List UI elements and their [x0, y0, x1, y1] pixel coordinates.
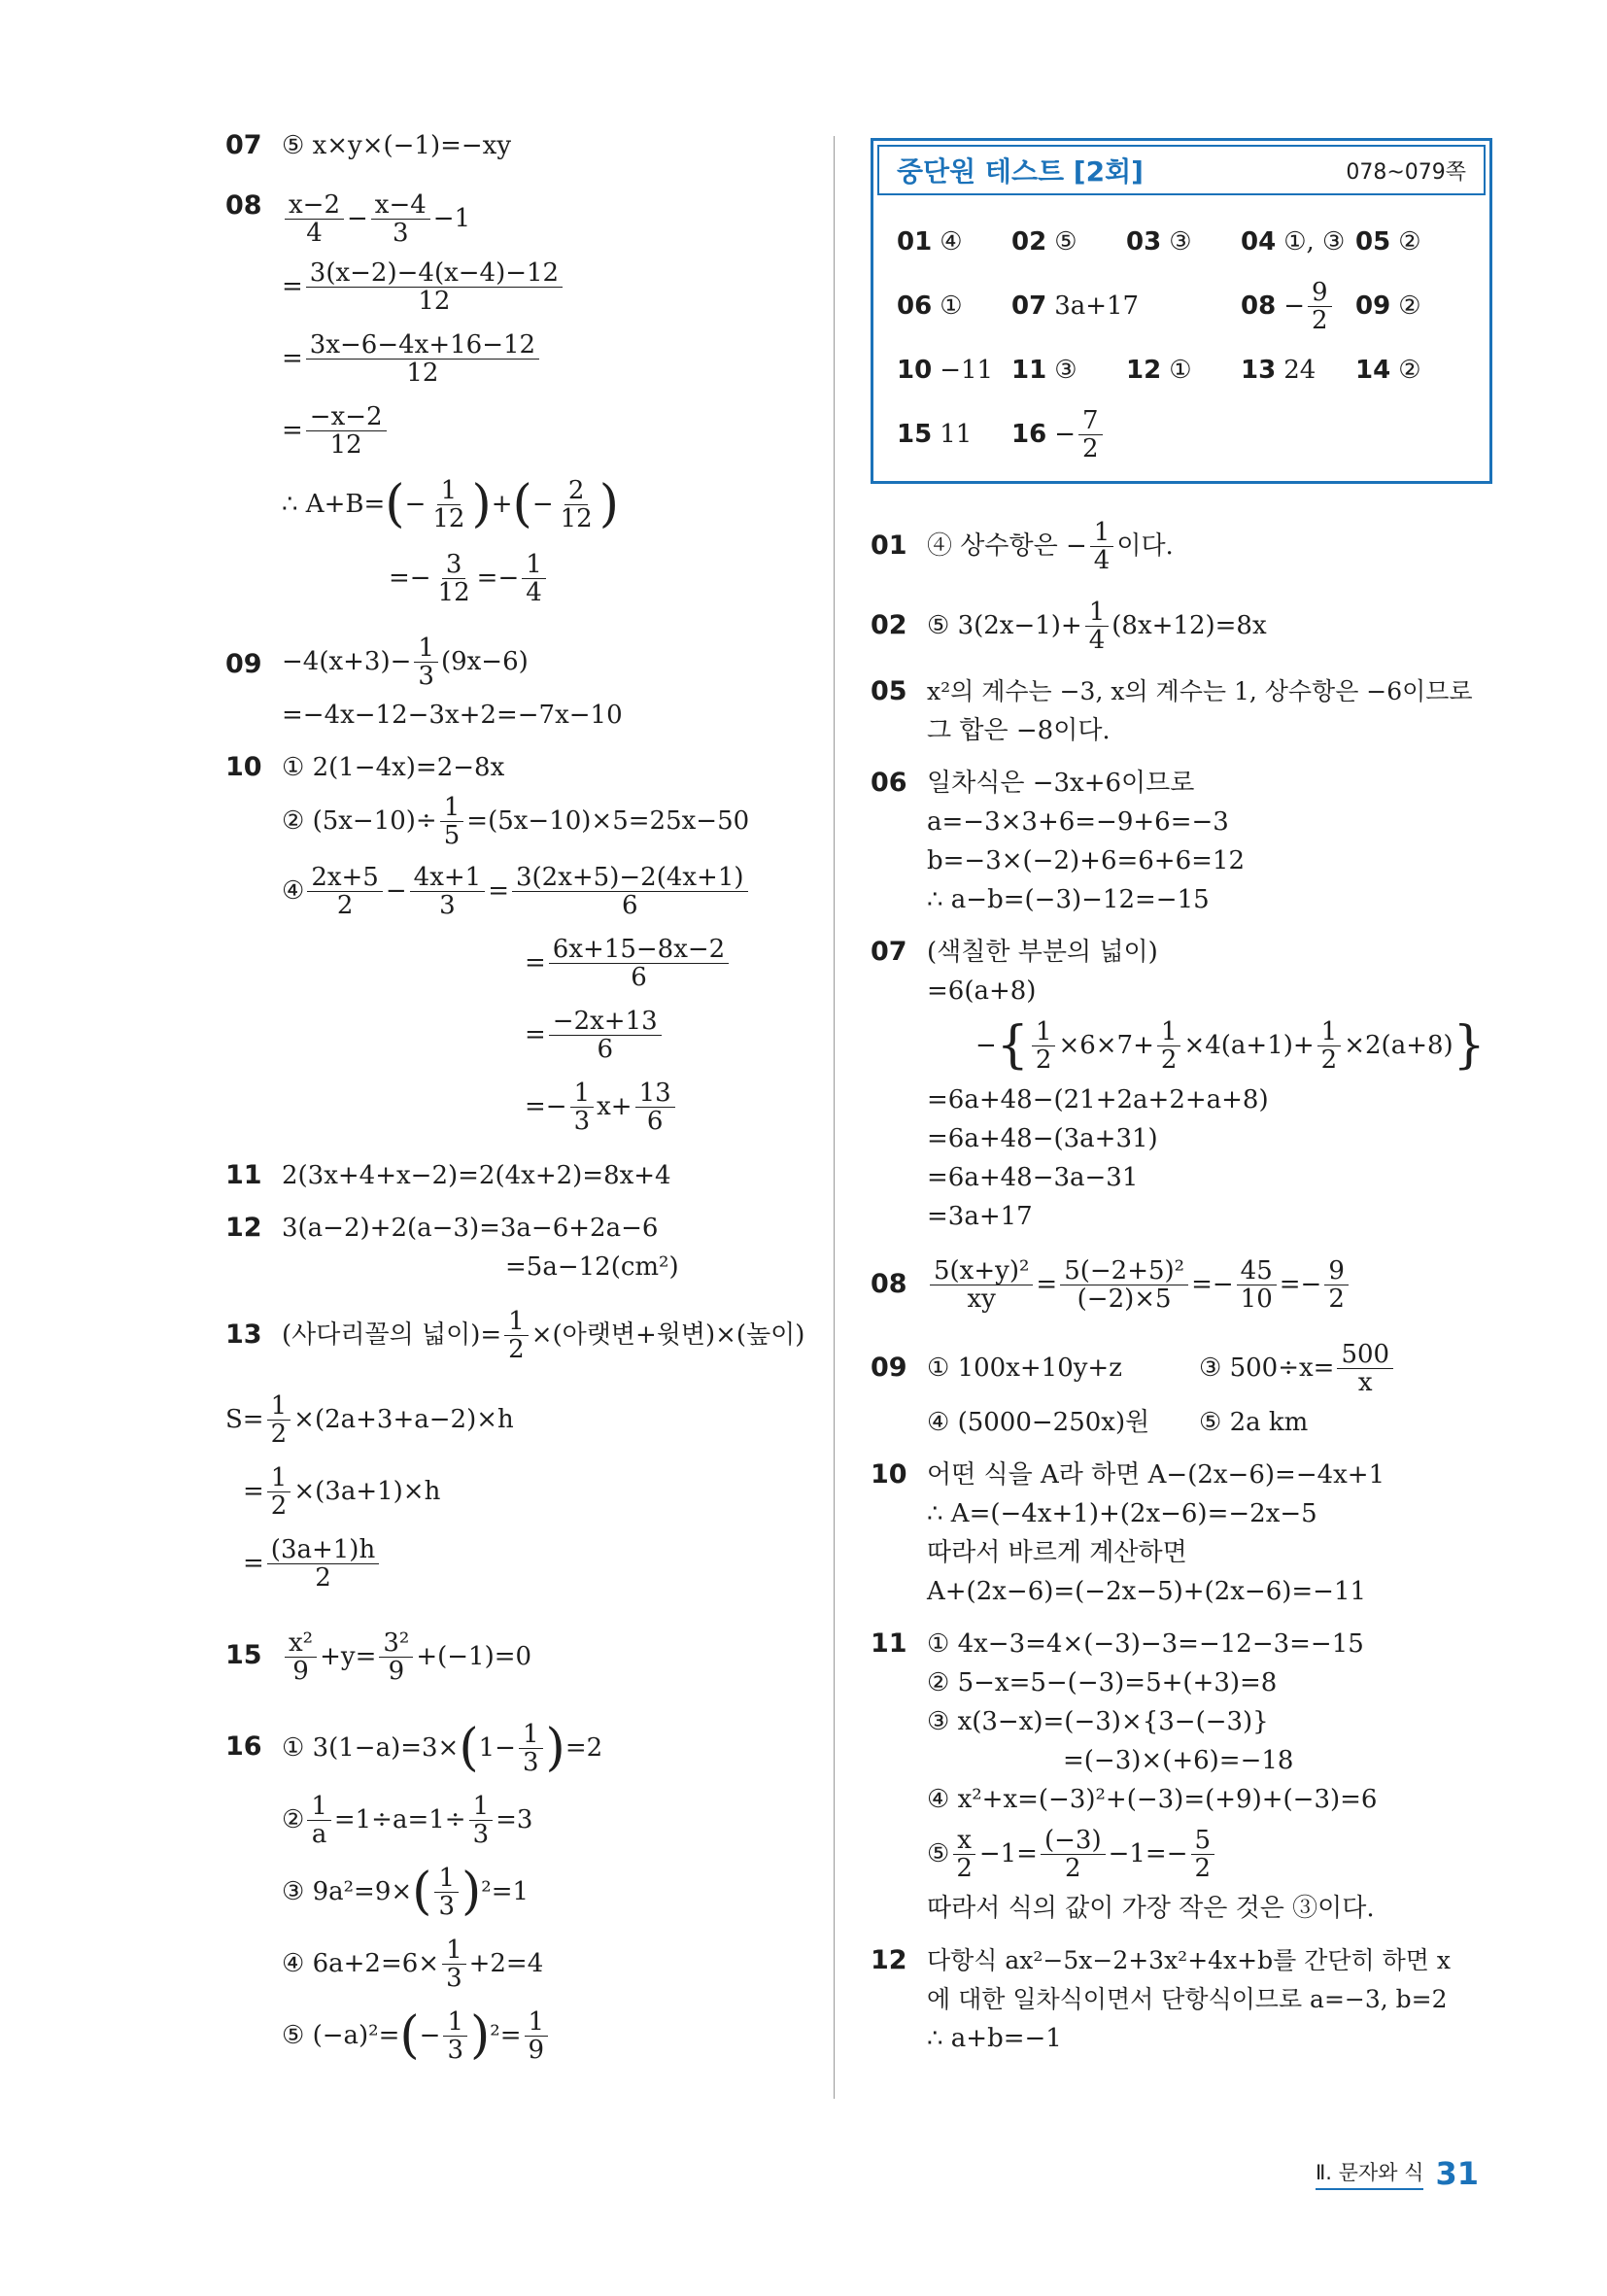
problem-number: 11	[225, 1160, 262, 1190]
problem-number: 11	[871, 1628, 907, 1659]
solution-line: ① 3(1−a)=3× ( 1− $\frac{1}{3}$ ) =2	[282, 1719, 603, 1777]
fraction: $\frac{1}{5}$	[440, 794, 464, 849]
problem-number: 07	[871, 937, 907, 967]
answer-item: 02 ⑤	[1011, 227, 1077, 257]
solution-line: ③ 9a²=9× ( $\frac{1}{3}$ ) ²=1	[282, 1863, 530, 1921]
fraction: $\frac{1}{2}$	[267, 1464, 291, 1520]
solution-r12	[871, 1941, 1492, 2058]
solution-line: ② (5x−10)÷ $\frac{1}{5}$ =(5x−10)×5=25x−50	[282, 792, 750, 850]
solution-line: ② 5−x=5−(−3)=5+(+3)=8	[927, 1668, 1278, 1697]
fraction: $\frac{\text{3²}}{9}$	[379, 1629, 413, 1685]
solution-line: 따라서 바르게 계산하면	[927, 1538, 1187, 1567]
solution-r01	[871, 513, 1492, 579]
solution-07	[225, 126, 808, 165]
test-header	[877, 145, 1486, 195]
fraction: $\frac{1}{3}$	[469, 1793, 494, 1848]
solution-line: =6a+48−3a−31	[927, 1163, 1139, 1192]
solution-r05	[871, 672, 1492, 750]
solution-line: =− $\frac{3}{12}$ =− $\frac{1}{4}$	[282, 542, 808, 614]
fraction: $\frac{(3a+1)h}{2}$	[267, 1536, 379, 1592]
answer-item: 14 ②	[1355, 356, 1421, 385]
problem-number: 08	[871, 1269, 907, 1299]
solution-line: ④ x²+x=(−3)²+(−3)=(+9)+(−3)=6	[927, 1785, 1378, 1814]
fraction: $\frac{3(x-2)-4(x-4)-12}{12}$	[306, 259, 563, 315]
solution-line: $\frac{\text{x²}}{9}$ +y= $\frac{\text{3²}}{9}$ +(−1)=0	[282, 1621, 808, 1693]
solution-line: ∴ A+B= ( − $\frac{1}{12}$ ) + ( − $\frac{2}{12}$ )	[282, 475, 620, 533]
page-footer	[1316, 2155, 1479, 2192]
solution-line: ⑤ 3(2x−1)+ $\frac{1}{4}$ (8x+12)=8x	[927, 597, 1267, 655]
solution-line: ∴ A=(−4x+1)+(2x−6)=−2x−5	[927, 1499, 1317, 1528]
solution-line: ⑤ x×y×(−1)=−xy	[282, 131, 512, 160]
answer-item: 03 ③	[1126, 227, 1192, 257]
solution-line: b=−3×(−2)+6=6+6=12	[927, 846, 1246, 875]
fraction: $\frac{1}{2}$	[267, 1392, 291, 1448]
answer-item: 12 ①	[1126, 356, 1192, 385]
problem-number: 10	[225, 752, 262, 782]
solution-line: x²의 계수는 −3, x의 계수는 1, 상수항은 −6이므로	[927, 677, 1473, 705]
problem-number: 09	[225, 649, 262, 679]
fraction: $\frac{1}{3}$	[442, 1936, 466, 1992]
fraction: $\frac{7}{2}$	[1078, 407, 1103, 463]
problem-number: 16	[225, 1731, 262, 1762]
answer-grid	[873, 199, 1489, 481]
fraction: $\frac{1}{4}$	[522, 551, 546, 606]
solution-line: $\frac{\text{5(x+y)²}}{xy}$ = $\frac{\text{5(−2+5)²}}{(-2)\times 5}$ =− $\frac{45}{10}$ =− $\frac{9}{2}$	[927, 1250, 1492, 1319]
solution-line: −4(x+3)− $\frac{1}{3}$ (9x−6)	[282, 633, 529, 691]
solution-09	[225, 628, 808, 735]
solution-line: ④ 상수항은 − $\frac{1}{4}$ 이다.	[927, 517, 1174, 575]
solution-line: 일차식은 −3x+6이므로	[927, 769, 1195, 798]
fraction: $\frac{4x+1}{3}$	[410, 864, 486, 919]
problem-number: 01	[871, 531, 907, 561]
chapter-label: Ⅱ. 문자와 식	[1316, 2157, 1424, 2190]
problem-number: 13	[225, 1319, 262, 1350]
fraction: $\frac{\text{5(−2+5)²}}{(-2)\times 5}$	[1060, 1257, 1188, 1313]
fraction: $\frac{x}{2}$	[952, 1827, 976, 1882]
fraction: $\frac{(-3)}{2}$	[1041, 1827, 1106, 1882]
answer-item: 01 ④	[897, 227, 963, 257]
problem-number: 12	[225, 1213, 262, 1243]
fraction: $\frac{1}{4}$	[1085, 599, 1110, 654]
solution-r07	[871, 933, 1492, 1236]
fraction: $\frac{9}{2}$	[1324, 1257, 1349, 1313]
answer-item: 13 24	[1241, 356, 1316, 385]
fraction: $\frac{2}{12}$	[560, 475, 593, 533]
fraction: $\frac{1}{9}$	[525, 2008, 549, 2064]
solution-line: =3a+17	[927, 1202, 1033, 1231]
solution-line: a=−3×3+6=−9+6=−3	[927, 807, 1229, 837]
problem-number: 10	[871, 1459, 907, 1490]
solution-line: S= $\frac{1}{2}$ ×(2a+3+a−2)×h	[225, 1390, 514, 1449]
solution-line: =5a−12(cm²)	[505, 1252, 679, 1282]
problem-number: 07	[225, 130, 262, 160]
solution-11	[225, 1156, 808, 1195]
solution-line: = $\frac{(3a+1)h}{2}$	[225, 1527, 808, 1599]
solution-r09	[871, 1333, 1492, 1442]
solution-15	[225, 1621, 808, 1693]
column-divider	[834, 136, 835, 2099]
fraction: $\frac{-x-2}{12}$	[306, 403, 387, 459]
problem-number: 06	[871, 768, 907, 798]
solution-13	[225, 1300, 808, 1370]
fraction: $\frac{-2x+13}{6}$	[549, 1008, 662, 1063]
fraction: $\frac{500}{x}$	[1337, 1341, 1393, 1396]
solution-line: = $\frac{3(x-2)-4(x-4)-12}{12}$	[282, 251, 808, 323]
answer-item: 16 − $\frac{7}{2}$	[1011, 405, 1126, 463]
solution-r02	[871, 593, 1492, 659]
fraction: $\frac{1}{12}$	[432, 475, 465, 533]
problem-number: 02	[871, 610, 907, 640]
fraction: $\frac{3x-6-4x+16-12}{12}$	[306, 331, 539, 387]
fraction: $\frac{1}{a}$	[307, 1793, 331, 1848]
fraction: $\frac{1}{3}$	[519, 1721, 543, 1776]
solution-line: ∴ a+b=−1	[927, 2024, 1062, 2053]
solution-line: ① 2(1−4x)=2−8x	[282, 753, 505, 782]
solution-line: 따라서 식의 값이 가장 작은 것은 ③이다.	[927, 1894, 1375, 1923]
solution-r11	[871, 1625, 1492, 1928]
solution-line: ∴ a−b=(−3)−12=−15	[927, 885, 1210, 914]
left-column	[225, 126, 808, 2085]
solution-line: ③ x(3−x)=(−3)×{3−(−3)}	[927, 1707, 1269, 1736]
solution-line: (사다리꼴의 넓이)= $\frac{1}{2}$ ×(아랫변+윗변)×(높이)	[282, 1306, 805, 1364]
fraction: $\frac{1}{3}$	[434, 1865, 459, 1920]
fraction: $\frac{2x+5}{2}$	[307, 864, 383, 919]
solution-line: = $\frac{-x-2}{12}$	[282, 394, 808, 466]
fraction: $\frac{5}{2}$	[1191, 1827, 1215, 1882]
solution-line: A+(2x−6)=(−2x−5)+(2x−6)=−11	[927, 1577, 1367, 1606]
fraction: $\frac{\text{x²}}{9}$	[285, 1629, 317, 1685]
solution-line: 에 대한 일차식이면서 단항식이므로 a=−3, b=2	[927, 1985, 1448, 2013]
fraction: $\frac{6x+15-8x-2}{6}$	[549, 936, 729, 991]
fraction: $\frac{x-2}{4}$	[285, 191, 344, 247]
fraction: $\frac{9}{2}$	[1308, 279, 1332, 334]
solution-r10	[871, 1456, 1492, 1611]
solution-line: =(−3)×(+6)=−18	[1063, 1746, 1294, 1775]
solution-line: 다항식 ax²−5x−2+3x²+4x+b를 간단히 하면 x	[927, 1946, 1451, 1974]
solution-line: ② $\frac{1}{a}$ =1÷a=1÷ $\frac{1}{3}$ =3	[282, 1791, 533, 1849]
solution-line: =6a+48−(21+2a+2+a+8)	[927, 1085, 1269, 1114]
fraction: $\frac{1}{4}$	[1090, 519, 1114, 574]
solution-line: ④ $\frac{2x+5}{2}$ − $\frac{4x+1}{3}$ = $\frac{3(2x+5)-2(4x+1)}{6}$	[282, 855, 808, 927]
solution-line: ⑤ $\frac{x}{2}$ −1= $\frac{(-3)}{2}$ −1=− $\frac{5}{2}$	[927, 1819, 1492, 1889]
solution-12	[225, 1209, 808, 1286]
fraction: $\frac{1}{3}$	[414, 634, 438, 690]
solution-line: =−4x−12−3x+2=−7x−10	[282, 701, 623, 730]
solution-line: $\frac{x-2}{4}$ − $\frac{x-4}{3}$ −1	[282, 187, 808, 251]
fraction: $\frac{x-4}{3}$	[371, 191, 430, 247]
solution-line: ① 4x−3=4×(−3)−3=−12−3=−15	[927, 1629, 1364, 1659]
problem-number: 08	[225, 190, 262, 221]
solution-line: (색칠한 부분의 넓이)	[927, 938, 1158, 967]
fraction: $\frac{3(2x+5)-2(4x+1)}{6}$	[512, 864, 748, 919]
fraction: $\frac{1}{2}$	[1317, 1018, 1342, 1074]
answer-item: 10 −11	[897, 356, 994, 385]
page-number: 31	[1435, 2155, 1479, 2192]
fraction: $\frac{45}{10}$	[1237, 1257, 1277, 1313]
problem-number: 15	[225, 1640, 262, 1670]
fraction: $\frac{1}{2}$	[1032, 1018, 1056, 1074]
solution-line: 어떤 식을 A라 하면 A−(2x−6)=−4x+1	[927, 1460, 1385, 1490]
solution-line: − { $\frac{1}{2}$ ×6×7+ $\frac{1}{2}$ ×4(a+1)+ $\frac{1}{2}$ ×2(a+8) }	[975, 1016, 1486, 1075]
problem-number: 12	[871, 1945, 907, 1975]
answer-item: 05 ②	[1355, 227, 1421, 257]
solution-16	[225, 1712, 808, 2072]
solution-r08	[871, 1250, 1492, 1319]
solution-line: 2(3x+4+x−2)=2(4x+2)=8x+4	[282, 1161, 671, 1190]
test-pages: 078~079쪽	[1346, 159, 1466, 185]
solution-line: ④ (5000−250x)원 ⑤ 2a km	[927, 1408, 1309, 1437]
answer-item: 04 ①, ③	[1241, 227, 1346, 257]
solution-line: =− $\frac{1}{3}$ x+ $\frac{13}{6}$	[282, 1071, 808, 1143]
solution-13-work	[225, 1384, 808, 1599]
answer-item: 06 ①	[897, 291, 963, 321]
answer-item: 07 3a+17	[1011, 291, 1140, 321]
problem-number: 05	[871, 676, 907, 706]
answer-item: 08 − $\frac{9}{2}$	[1241, 277, 1355, 335]
answer-item: 11 ③	[1011, 356, 1077, 385]
solution-line: =6(a+8)	[927, 977, 1037, 1006]
fraction: $\frac{1}{3}$	[570, 1079, 595, 1135]
answer-item: 15 11	[897, 420, 973, 449]
test-answer-box	[871, 138, 1492, 484]
solution-08	[225, 187, 808, 614]
right-column	[871, 138, 1492, 2072]
fraction: $\frac{1}{3}$	[443, 2008, 467, 2064]
solution-line: ④ 6a+2=6× $\frac{1}{3}$ +2=4	[282, 1935, 544, 1993]
fraction: $\frac{1}{2}$	[504, 1308, 529, 1363]
fraction: $\frac{13}{6}$	[635, 1079, 675, 1135]
solution-line: = $\frac{1}{2}$ ×(3a+1)×h	[243, 1462, 441, 1521]
solution-line: = $\frac{6x+15-8x-2}{6}$	[282, 927, 808, 999]
solution-line: = $\frac{-2x+13}{6}$	[282, 999, 808, 1071]
solution-line: ① 100x+10y+z ③ 500÷x= $\frac{500}{x}$	[927, 1333, 1492, 1403]
answer-item: 09 ②	[1355, 291, 1421, 321]
solution-line: =6a+48−(3a+31)	[927, 1124, 1158, 1153]
problem-number: 09	[871, 1353, 907, 1383]
solution-10	[225, 748, 808, 1143]
solution-line: 그 합은 −8이다.	[927, 716, 1111, 745]
fraction: $\frac{\text{5(x+y)²}}{xy}$	[930, 1257, 1033, 1313]
fraction: $\frac{1}{2}$	[1157, 1018, 1181, 1074]
solution-line: 3(a−2)+2(a−3)=3a−6+2a−6	[282, 1214, 659, 1243]
solution-line: ⑤ (−a)²= ( − $\frac{1}{3}$ ) ²= $\frac{1}{9}$	[282, 2000, 808, 2072]
solution-r06	[871, 764, 1492, 919]
solution-line: = $\frac{3x-6-4x+16-12}{12}$	[282, 323, 808, 394]
fraction: $\frac{3}{12}$	[437, 549, 470, 607]
test-title: 중단원 테스트 [2회]	[897, 155, 1144, 188]
